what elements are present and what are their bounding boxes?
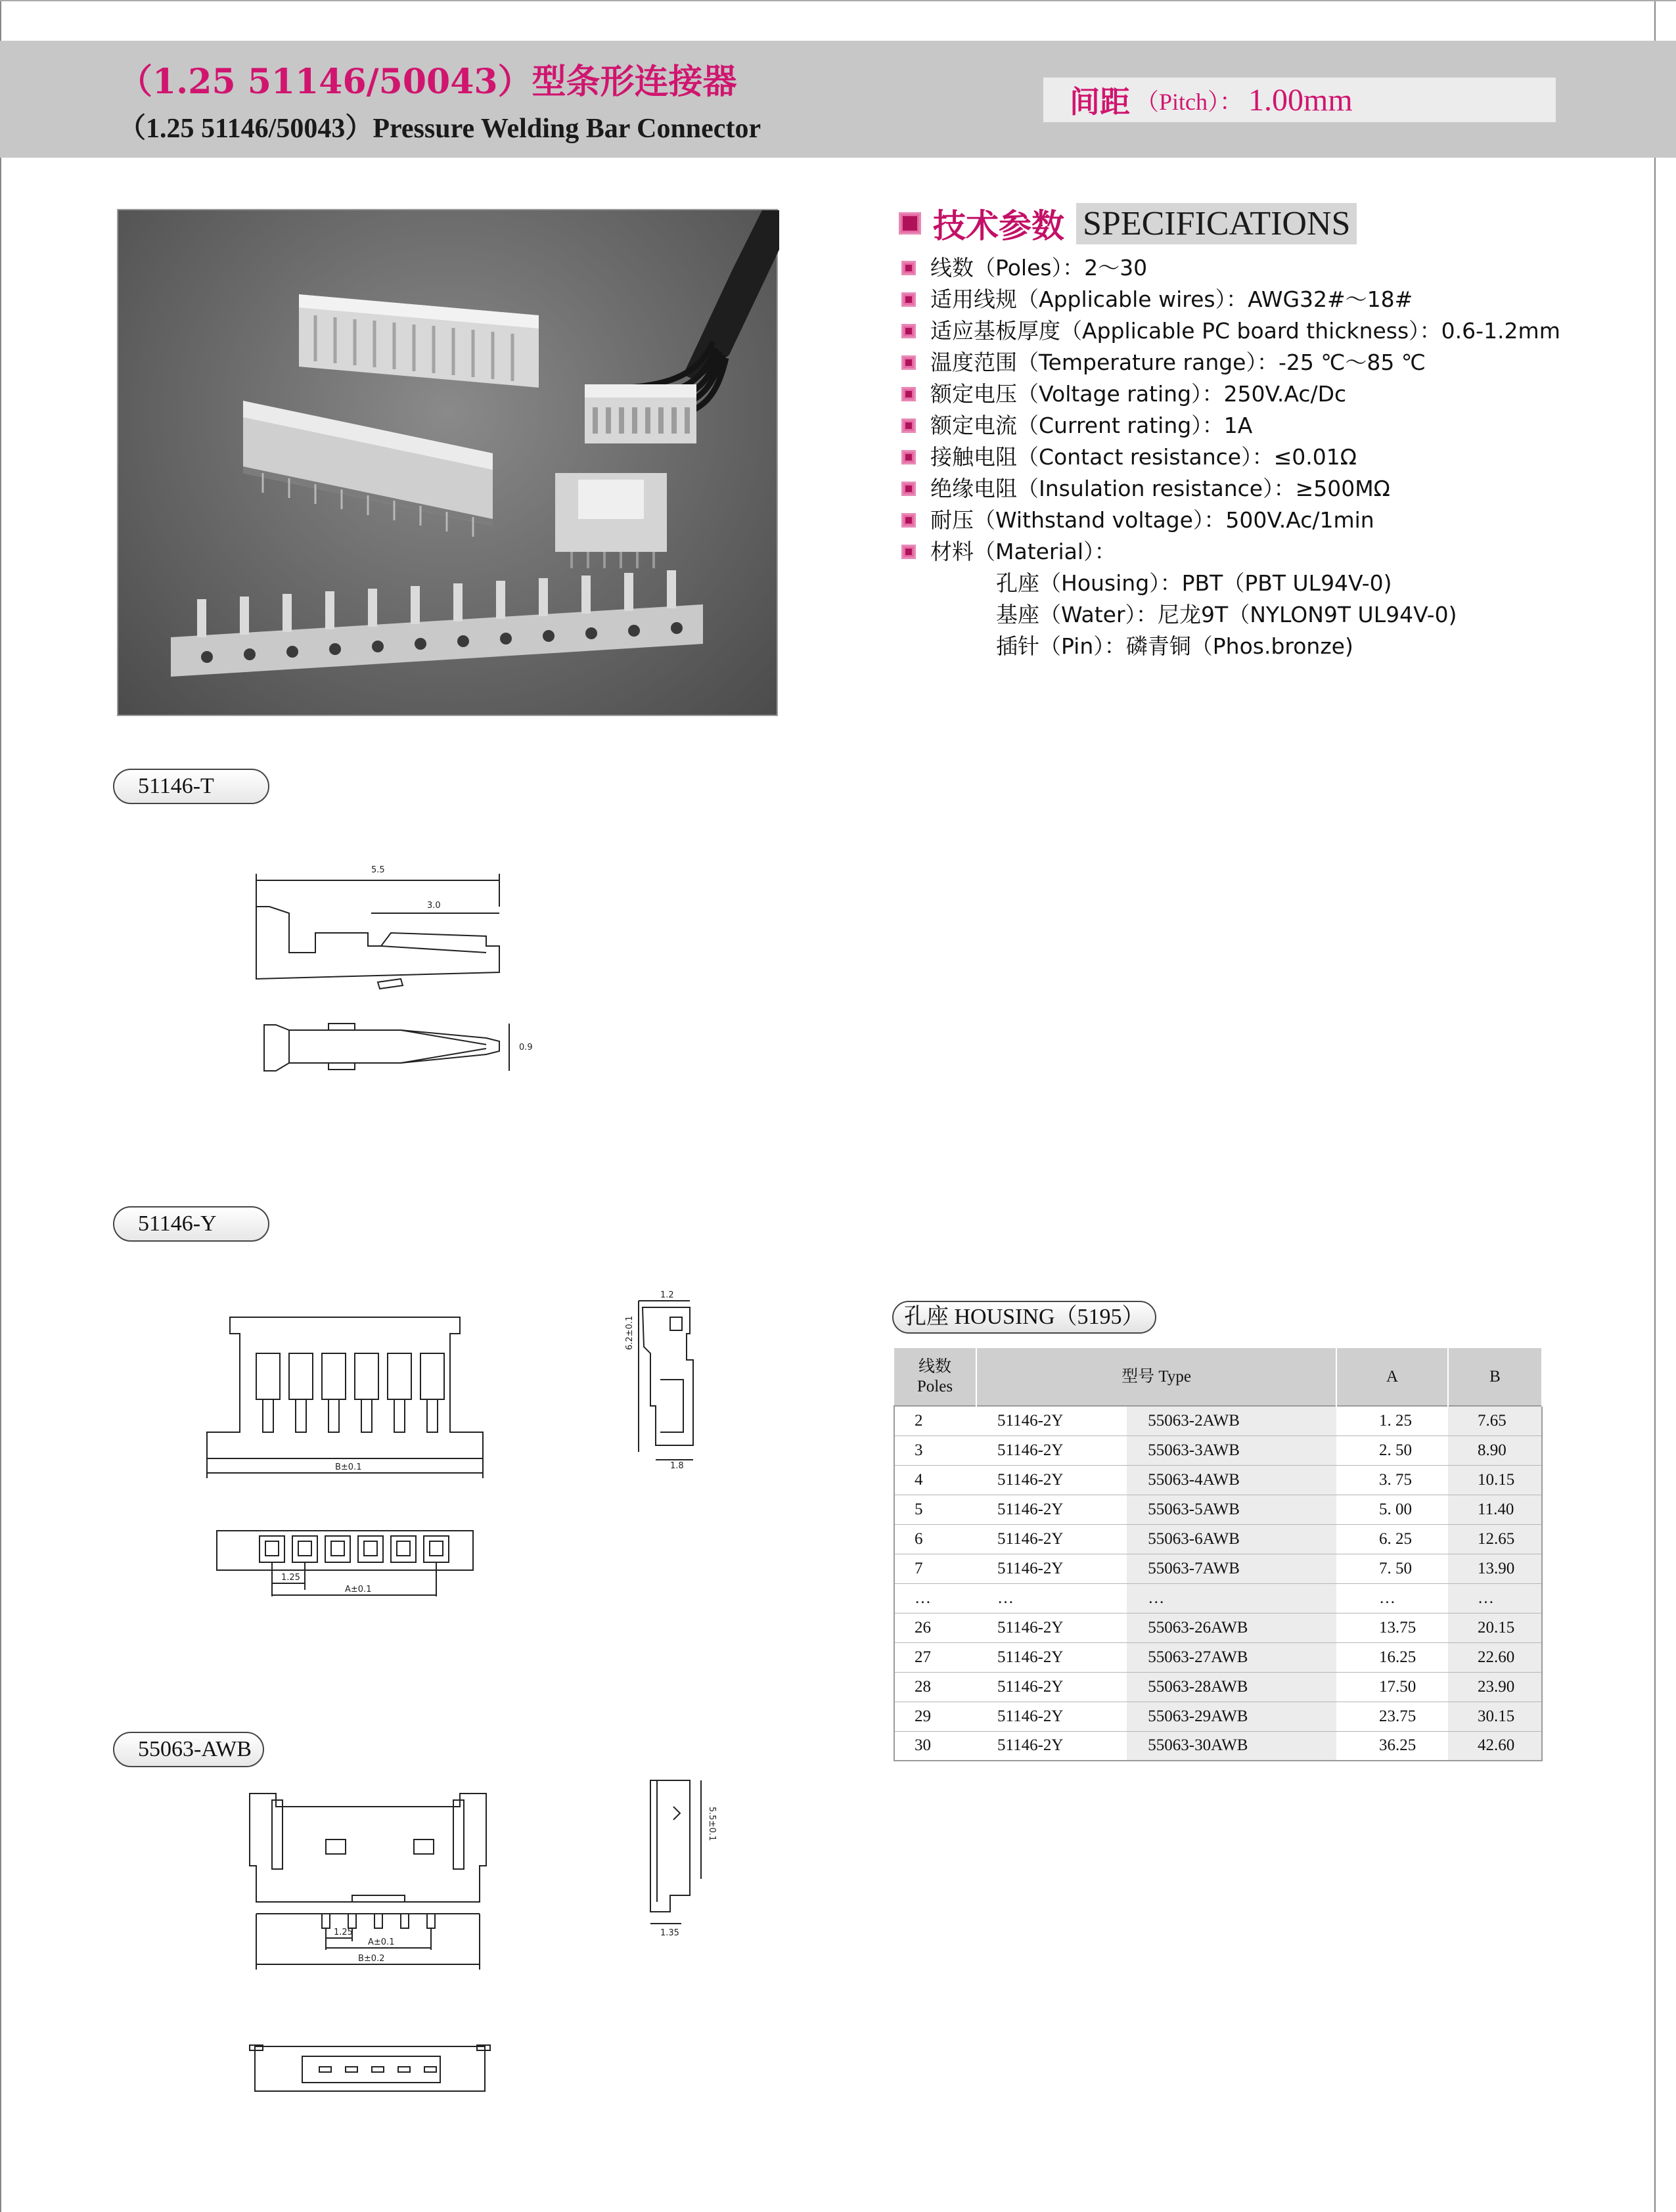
page-title-en: （1.25 51146/50043）Pressure Welding Bar Connector [118,114,761,144]
cell-poles: … [894,1583,976,1613]
material-item: 基座（Water）：尼龙9T（NYLON9T UL94V-0) [996,602,1457,627]
square-bullet-icon [901,482,916,496]
cell-b: 10.15 [1448,1465,1542,1495]
dim-w-bottom: 1.35 [660,1928,679,1938]
dim-y-b: B±0.1 [335,1462,362,1472]
specs-heading-cn: 技术参数 [933,207,1064,245]
table-row [894,1672,1542,1702]
spec-item [901,378,1560,410]
cell-poles: 26 [894,1613,976,1642]
cell-b: 8.90 [1448,1435,1542,1465]
table-row [894,1702,1542,1731]
spec-item [901,473,1560,505]
cell-housing-type: 51146-2Y [976,1613,1127,1642]
cell-wafer-type: 55063-3AWB [1127,1435,1336,1465]
specs-heading [899,200,1357,247]
pitch-value: 1.00mm [1248,82,1353,118]
square-bullet-icon [901,324,916,338]
cell-wafer-type: 55063-28AWB [1127,1672,1336,1702]
table-row [894,1495,1542,1524]
cell-housing-type: … [976,1583,1127,1613]
square-bullet-icon [901,261,916,275]
table-header-row [894,1348,1542,1406]
cell-poles: 7 [894,1554,976,1583]
material-item: 孔座（Housing）：PBT（PBT UL94V-0) [996,570,1392,596]
page-border-right [1654,0,1656,2212]
cell-poles: 27 [894,1642,976,1672]
table-row [894,1613,1542,1642]
cell-a: 6. 25 [1336,1524,1448,1554]
cell-poles: 6 [894,1524,976,1554]
cell-wafer-type: 55063-6AWB [1127,1524,1336,1554]
square-bullet-icon [899,212,921,235]
cell-housing-type: 51146-2Y [976,1465,1127,1495]
dim-y-pitch: 1.25 [281,1573,300,1583]
cell-wafer-type: 55063-27AWB [1127,1642,1336,1672]
spec-text: 接触电阻（Contact resistance）：≤0.01Ω [930,444,1357,470]
specs-list [901,252,1560,568]
materials-list [996,568,1457,662]
square-bullet-icon [901,387,916,401]
cell-a: 16.25 [1336,1642,1448,1672]
spec-item [901,441,1560,473]
cell-wafer-type: 55063-7AWB [1127,1554,1336,1583]
cell-b: 11.40 [1448,1495,1542,1524]
col-type: 型号 Type [976,1348,1336,1406]
cell-wafer-type: 55063-26AWB [1127,1613,1336,1642]
material-item: 插针（Pin）：磷青铜（Phos.bronze) [996,633,1353,659]
spec-item [901,284,1560,315]
dim-t-crimp: 3.0 [427,901,441,911]
table-row [894,1435,1542,1465]
dim-y-a: A±0.1 [345,1585,372,1594]
product-photo [117,209,778,716]
product-photo-illustration [118,210,779,717]
dim-w-a: A±0.1 [368,1937,395,1947]
cell-a: 1. 25 [1336,1406,1448,1435]
cell-b: 42.60 [1448,1731,1542,1761]
cell-a: 23.75 [1336,1702,1448,1731]
cell-housing-type: 51146-2Y [976,1731,1127,1761]
cell-b: … [1448,1583,1542,1613]
dim-y-bottom: 1.8 [670,1461,684,1471]
cell-poles: 4 [894,1465,976,1495]
cell-a: 36.25 [1336,1731,1448,1761]
wafer-side-drawing [641,1774,733,1945]
cell-housing-type: 51146-2Y [976,1406,1127,1435]
spec-text: 适应基板厚度（Applicable PC board thickness）：0.6-1.2mm [930,318,1560,344]
cell-poles: 28 [894,1672,976,1702]
page-title-cn: （1.25 51146/50043）型条形连接器 [118,62,737,102]
table-row [894,1642,1542,1672]
page-border-left [0,0,1,2212]
cell-wafer-type: 55063-4AWB [1127,1465,1336,1495]
col-poles: 线数 Poles [894,1348,976,1406]
housing-table [894,1348,1543,1761]
dim-t-length: 5.5 [371,865,385,875]
col-b: B [1448,1348,1542,1406]
cell-a: 5. 00 [1336,1495,1448,1524]
cell-wafer-type: … [1127,1583,1336,1613]
cell-b: 30.15 [1448,1702,1542,1731]
cell-housing-type: 51146-2Y [976,1435,1127,1465]
cell-wafer-type: 55063-30AWB [1127,1731,1336,1761]
cell-a: 7. 50 [1336,1554,1448,1583]
table-row [894,1731,1542,1761]
spec-text: 绝缘电阻（Insulation resistance）：≥500MΩ [930,476,1390,501]
spec-item [901,252,1560,284]
wafer-front-drawing [237,1774,526,2168]
cell-a: 17.50 [1336,1672,1448,1702]
cell-housing-type: 51146-2Y [976,1702,1127,1731]
table-row [894,1583,1542,1613]
table-row [894,1406,1542,1435]
housing-front-drawing [197,1301,512,1610]
spec-item [901,347,1560,378]
cell-poles: 30 [894,1731,976,1761]
pitch-box [1043,78,1556,122]
cell-b: 22.60 [1448,1642,1542,1672]
spec-item [901,315,1560,347]
cell-poles: 3 [894,1435,976,1465]
cell-housing-type: 51146-2Y [976,1524,1127,1554]
col-a: A [1336,1348,1448,1406]
spec-text: 耐压（Withstand voltage）：500V.Ac/1min [930,507,1374,533]
table-row [894,1554,1542,1583]
housing-table-body [894,1406,1542,1761]
cell-wafer-type: 55063-5AWB [1127,1495,1336,1524]
dim-y-top: 1.2 [660,1290,674,1300]
cell-poles: 29 [894,1702,976,1731]
spec-item [901,536,1560,568]
cell-housing-type: 51146-2Y [976,1672,1127,1702]
section-tag-terminal: 51146-T [113,769,269,804]
housing-table-label: 孔座 HOUSING（5195） [892,1301,1156,1334]
cell-b: 7.65 [1448,1406,1542,1435]
square-bullet-icon [901,292,916,307]
cell-wafer-type: 55063-29AWB [1127,1702,1336,1731]
spec-text: 材料（Material）： [930,539,1116,564]
section-tag-wafer: 55063-AWB [113,1732,264,1767]
table-row [894,1465,1542,1495]
cell-wafer-type: 55063-2AWB [1127,1406,1336,1435]
dim-w-pitch: 1.25 [334,1928,353,1937]
pitch-label-en: （Pitch）： [1135,88,1244,115]
spec-item [901,410,1560,441]
cell-b: 23.90 [1448,1672,1542,1702]
table-row [894,1524,1542,1554]
dim-w-b: B±0.2 [358,1954,385,1964]
square-bullet-icon [901,545,916,559]
cell-a: 13.75 [1336,1613,1448,1642]
specs-heading-en: SPECIFICATIONS [1076,203,1357,244]
housing-side-drawing [624,1288,716,1472]
spec-text: 线数（Poles）：2～30 [930,255,1148,281]
dim-w-height: 5.5±0.1 [707,1807,717,1841]
terminal-drawing [250,854,552,1091]
cell-b: 13.90 [1448,1554,1542,1583]
page-border-top [0,0,1676,1]
square-bullet-icon [901,513,916,528]
pitch-label-cn: 间距 [1070,84,1130,120]
spec-text: 额定电压（Voltage rating）：250V.Ac/Dc [930,381,1347,407]
spec-text: 适用线规（Applicable wires）：AWG32#～18# [930,286,1413,312]
spec-text: 额定电流（Current rating）：1A [930,413,1253,438]
cell-poles: 2 [894,1406,976,1435]
square-bullet-icon [901,355,916,370]
spec-item [901,505,1560,536]
cell-housing-type: 51146-2Y [976,1495,1127,1524]
cell-housing-type: 51146-2Y [976,1554,1127,1583]
cell-housing-type: 51146-2Y [976,1642,1127,1672]
spec-text: 温度范围（Temperature range）：-25 ℃～85 ℃ [930,350,1426,375]
cell-a: 2. 50 [1336,1435,1448,1465]
cell-a: … [1336,1583,1448,1613]
square-bullet-icon [901,418,916,433]
dim-y-height: 6.2±0.1 [625,1315,635,1350]
cell-poles: 5 [894,1495,976,1524]
square-bullet-icon [901,450,916,464]
dim-t-height: 0.9 [519,1043,533,1052]
cell-b: 20.15 [1448,1613,1542,1642]
cell-a: 3. 75 [1336,1465,1448,1495]
section-tag-housing: 51146-Y [113,1206,269,1242]
cell-b: 12.65 [1448,1524,1542,1554]
